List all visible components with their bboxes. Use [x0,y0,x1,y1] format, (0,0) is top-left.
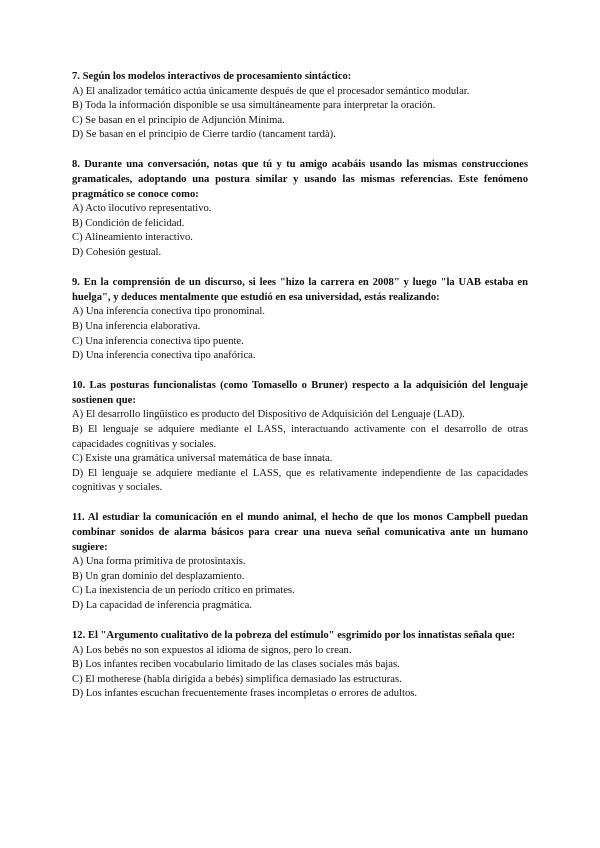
option-d: D) Se basan en el principio de Cierre tardío (tancament tardà). [72,129,336,141]
option-b: B) El lenguaje se adquiere mediante el LASS, interactuando activamente con el desarrollo de otras capacidades cognitivas y sociales. [72,423,528,450]
question-12 [72,629,528,702]
question-9 [72,276,528,364]
question-title: 12. El "Argumento cualitativo de la pobreza del estímulo" esgrimido por los innatistas señala que: [72,630,516,642]
option-d: D) Una inferencia conectiva tipo anafórica. [72,350,256,362]
option-d: D) El lenguaje se adquiere mediante el LASS, que es relativamente independiente de las capacidades cognitivas y sociales. [72,467,528,494]
question-title: 8. Durante una conversación, notas que tú y tu amigo acabáis usando las mismas construcciones gramaticales, adoptando una postura similar y usando las mismas referencias. Este fenómeno pragmático se conoce como: [72,159,528,200]
option-c: C) El motherese (habla dirigida a bebés) simplifica demasiado las estructuras. [72,673,402,685]
option-a: A) El desarrollo lingüístico es producto del Dispositivo de Adquisición del Lenguaje (LAD). [72,409,465,421]
option-c: C) Se basan en el principio de Adjunción Mínima. [72,114,285,126]
question-title: 10. Las posturas funcionalistas (como Tomasello o Bruner) respecto a la adquisición del lenguaje sostienen que: [72,380,528,406]
option-c: C) Alineamiento interactivo. [72,232,193,244]
option-d: D) Los infantes escuchan frecuentemente frases incompletas o errores de adultos. [72,688,418,700]
option-b: B) Toda la información disponible se usa simultáneamente para interpretar la oración. [72,100,436,112]
question-11 [72,511,528,613]
option-a: A) Una forma primitiva de protosintaxis. [72,556,246,568]
question-10 [72,379,528,496]
option-b: B) Una inferencia elaborativa. [72,320,201,332]
question-7 [72,70,528,143]
option-c: C) Existe una gramática universal matemática de base innata. [72,453,333,465]
question-title: 11. Al estudiar la comunicación en el mundo animal, el hecho de que los monos Campbell puedan combinar sonidos de alarma básicos para crear una nueva señal comunicativa ante un humano sugiere: [72,512,528,553]
option-c: C) La inexistencia de un período crítico en primates. [72,585,295,597]
question-title: 9. En la comprensión de un discurso, si lees "hizo la carrera en 2008" y luego "la UAB estaba en huelga", y deduces mentalmente que estudió en esa universidad, estás realizando: [72,277,528,303]
option-b: B) Condición de felicidad. [72,217,185,229]
option-a: A) El analizador temático actúa únicamente después de que el procesador semántico modular. [72,85,470,97]
question-title: 7. Según los modelos interactivos de procesamiento sintáctico: [72,71,352,82]
option-a: A) Los bebés no son expuestos al idioma de signos, pero lo crean. [72,644,352,656]
question-8 [72,158,528,260]
option-c: C) Una inferencia conectiva tipo puente. [72,335,244,347]
option-a: A) Una inferencia conectiva tipo pronominal. [72,306,265,318]
exam-page [72,70,528,718]
option-b: B) Un gran dominio del desplazamiento. [72,570,245,582]
option-d: D) La capacidad de inferencia pragmática. [72,600,252,611]
option-a: A) Acto ilocutivo representativo. [72,203,212,215]
option-b: B) Los infantes reciben vocabulario limitado de las clases sociales más bajas. [72,659,400,671]
option-d: D) Cohesión gestual. [72,247,162,259]
